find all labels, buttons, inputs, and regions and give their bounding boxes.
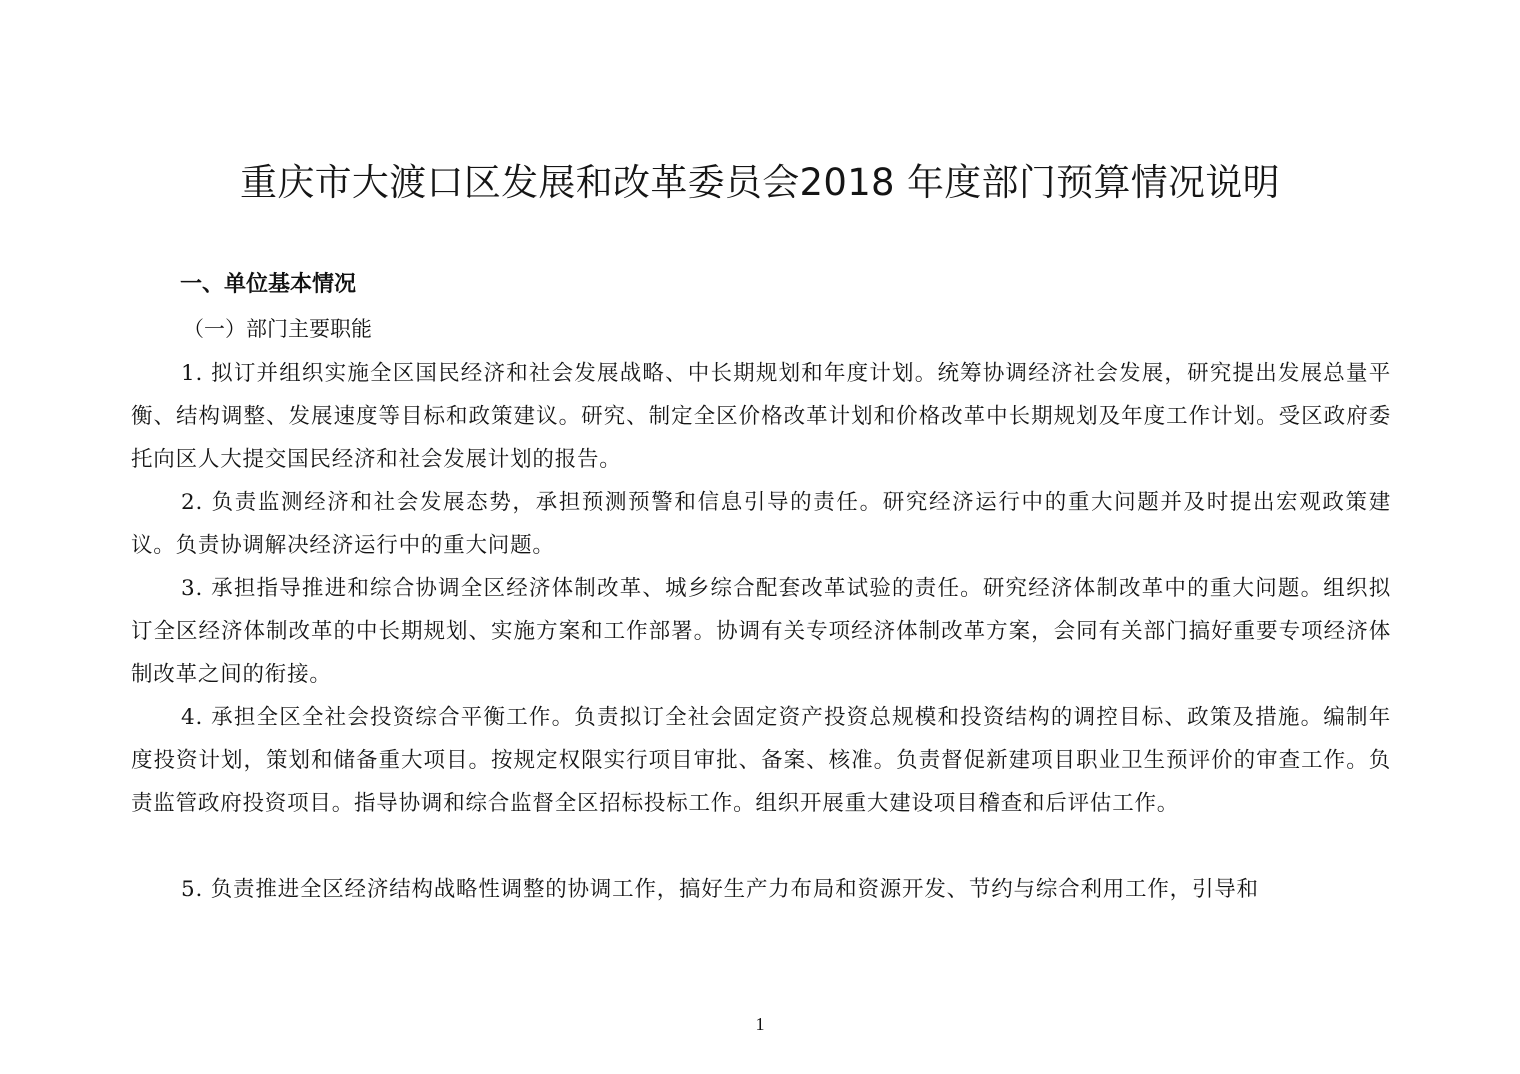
body-paragraph: 4. 承担全区全社会投资综合平衡工作。负责拟订全社会固定资产投资总规模和投资结构的调控目标、政策及措施。编制年度投资计划，策划和储备重大项目。按规定权限实行项目审批、备案、核准。负责督促新建项目职业卫生预评价的审查工作。负责监管政府投资项目。指导协调和综合监督全区招标投标工作。组织开展重大建设项目稽查和后评估工作。 xyxy=(131,705,1391,816)
document-title: 重庆市大渡口区发展和改革委员会2018 年度部门预算情况说明 xyxy=(240,161,1280,204)
body-paragraph: 1. 拟订并组织实施全区国民经济和社会发展战略、中长期规划和年度计划。统筹协调经济社会发展，研究提出发展总量平衡、结构调整、发展速度等目标和政策建议。研究、制定全区价格改革计划和价格改革中长期规划及年度工作计划。受区政府委托向区人大提交国民经济和社会发展计划的报告。 xyxy=(131,361,1391,472)
body-paragraph: 3. 承担指导推进和综合协调全区经济体制改革、城乡综合配套改革试验的责任。研究经济体制改革中的重大问题。组织拟订全区经济体制改革的中长期规划、实施方案和工作部署。协调有关专项经济体制改革方案，会同有关部门搞好重要专项经济体制改革之间的衔接。 xyxy=(131,576,1391,687)
page-number: 1 xyxy=(755,1014,765,1034)
subsection-heading: （一）部门主要职能 xyxy=(183,317,372,341)
section-heading: 一、单位基本情况 xyxy=(180,272,357,297)
body-paragraph: 5. 负责推进全区经济结构战略性调整的协调工作，搞好生产力布局和资源开发、节约与综合利用工作，引导和 xyxy=(181,877,1259,902)
body-paragraph: 2. 负责监测经济和社会发展态势，承担预测预警和信息引导的责任。研究经济运行中的重大问题并及时提出宏观政策建议。负责协调解决经济运行中的重大问题。 xyxy=(131,490,1391,558)
